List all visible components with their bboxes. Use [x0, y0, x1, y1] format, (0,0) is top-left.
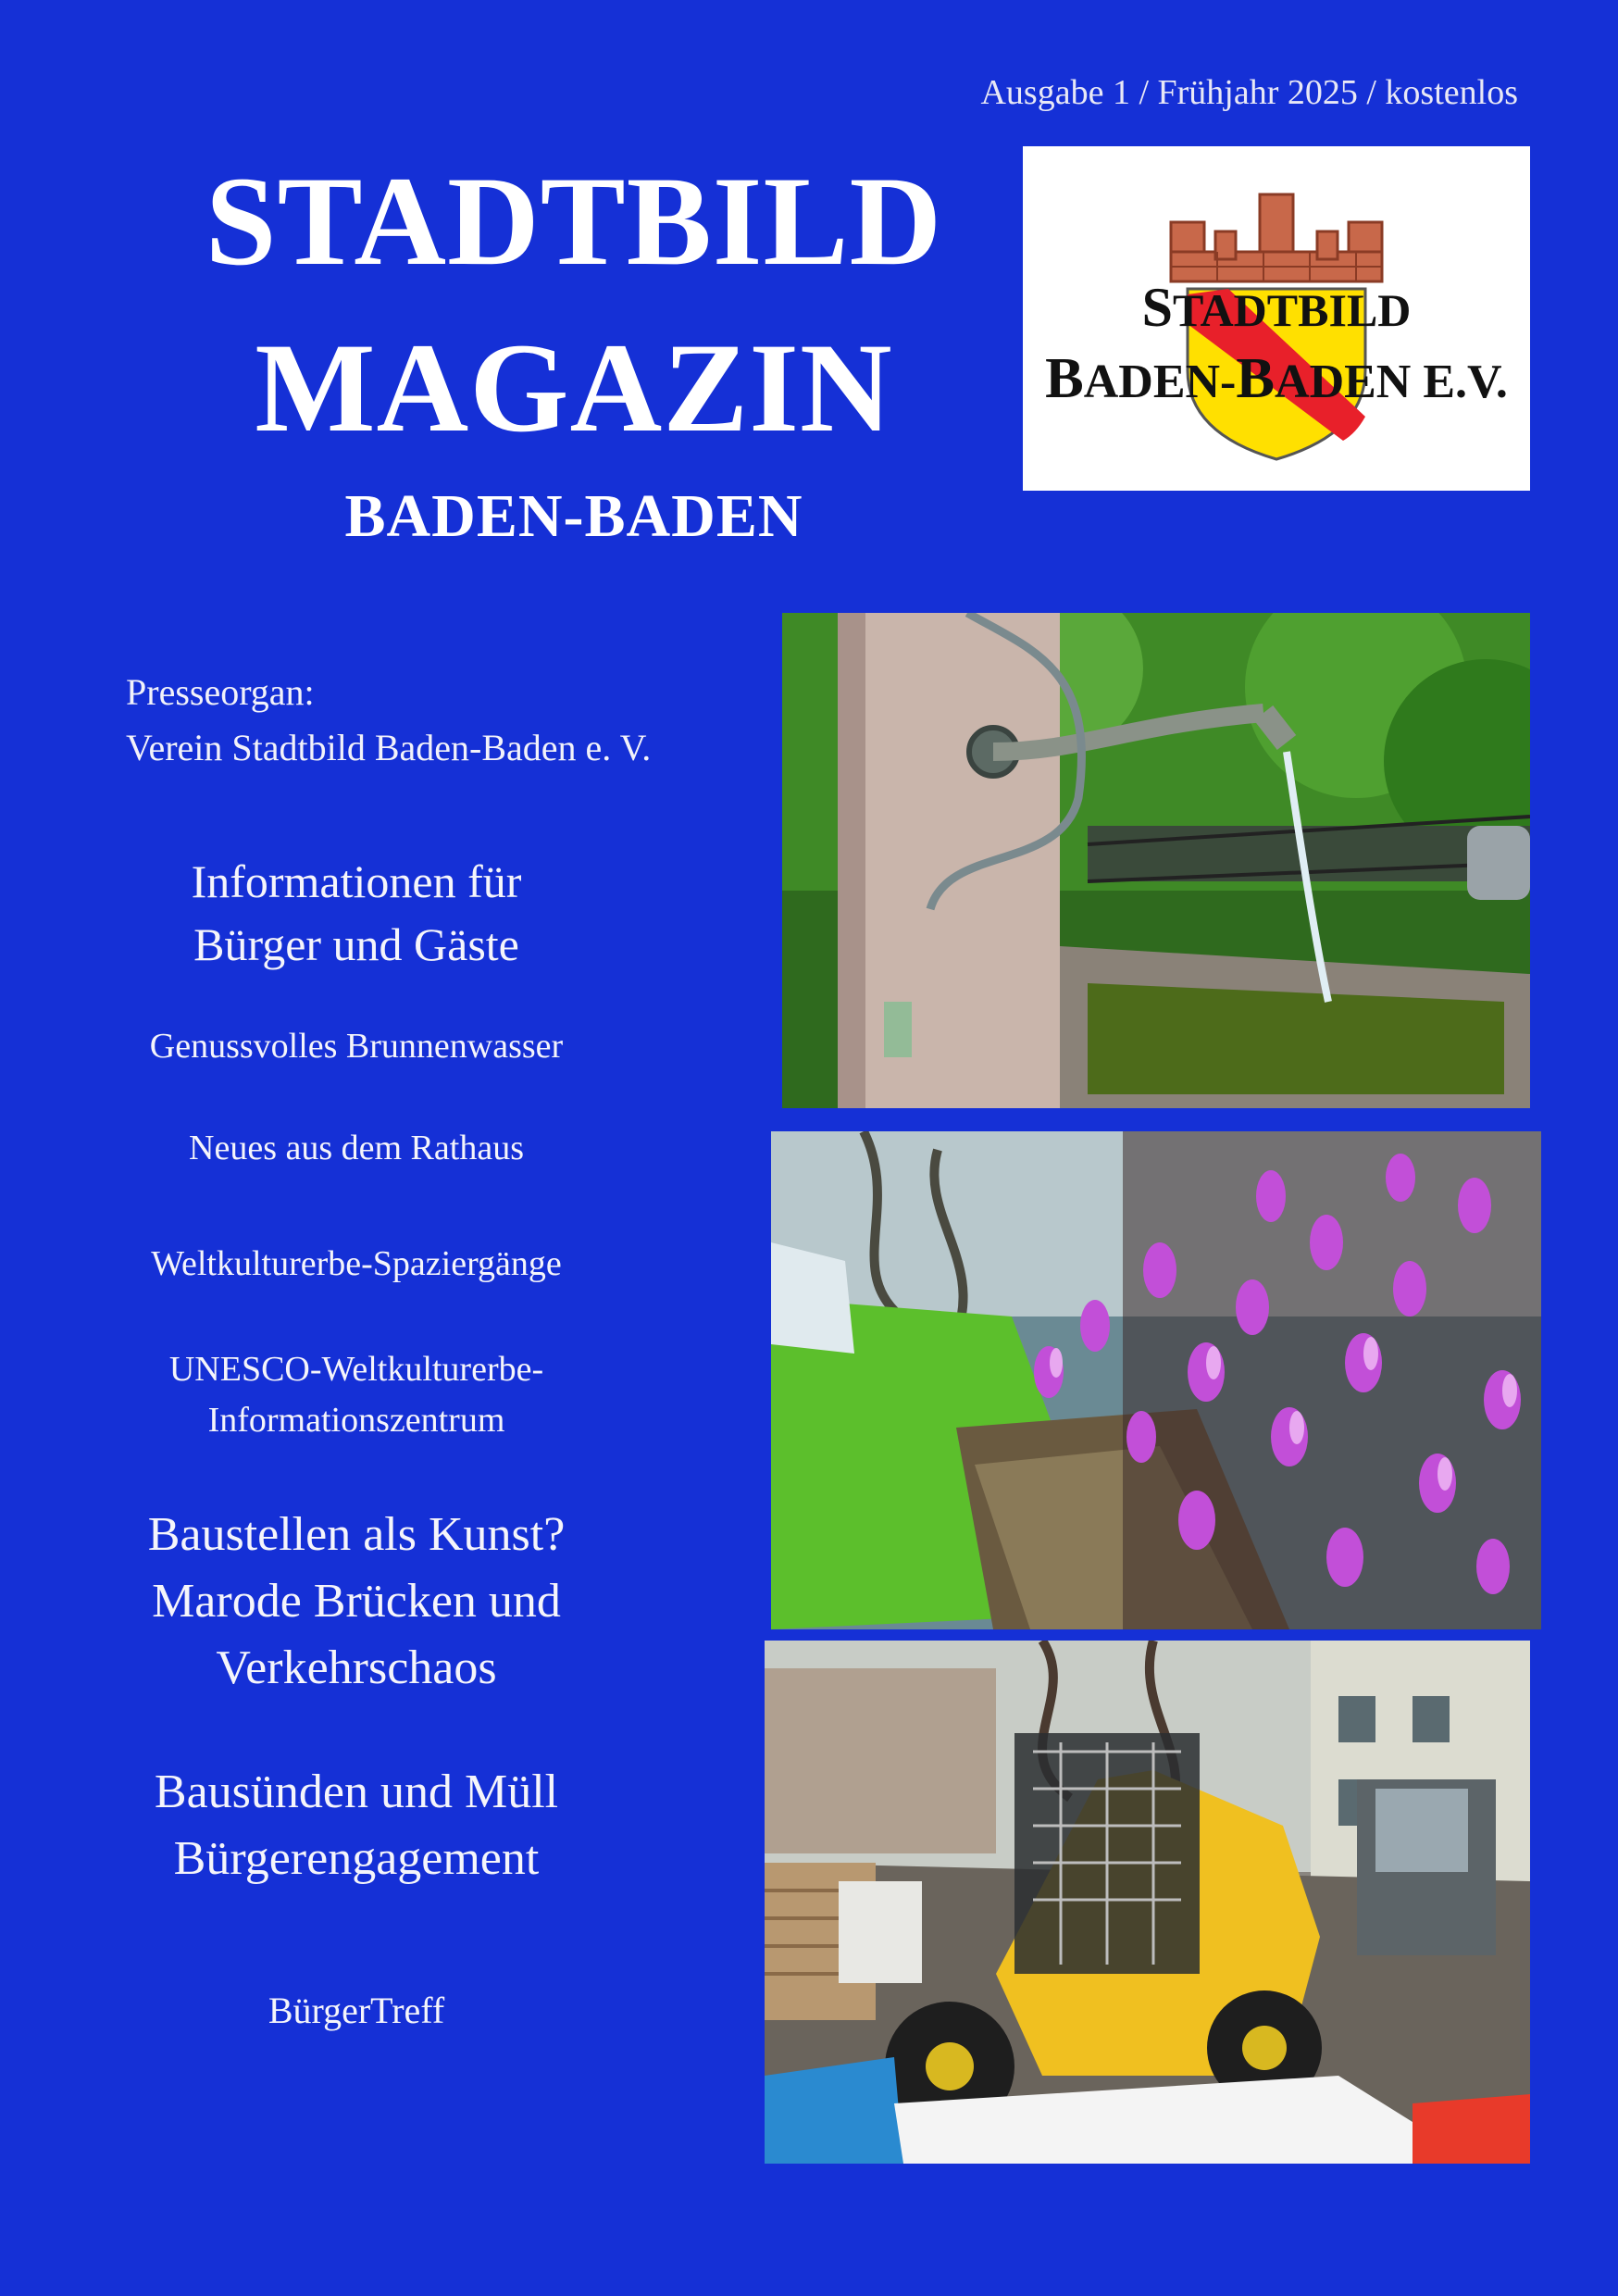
fountain-photo	[782, 613, 1530, 1108]
contents-item-construction: Baustellen als Kunst? Marode Brücken und Verkehrschaos	[147, 1508, 566, 1694]
association-logo	[1023, 146, 1530, 491]
magazine-title-line2: MAGAZIN	[255, 317, 893, 458]
contents-item-buergertreff: BürgerTreff	[268, 1990, 445, 2031]
magazine-title-line1: STADTBILD	[205, 150, 943, 292]
press-label: Presseorgan:	[126, 671, 315, 713]
contents-item-fountain: Genussvolles Brunnenwasser	[149, 1027, 564, 1066]
magazine-subtitle: BADEN-BADEN	[344, 482, 803, 550]
press-organ-note	[126, 665, 651, 776]
logo-text-line2: BADEN-BADEN E.V.	[1045, 346, 1508, 410]
logo-text-line1: STADTBILD	[1141, 277, 1412, 338]
contents-item-walks: Weltkulturerbe-Spaziergänge	[151, 1244, 562, 1283]
contents-item-engagement: Bausünden und Müll Bürgerengagement	[154, 1766, 559, 1885]
contents-item-unesco: UNESCO-Weltkulturerbe- Informationszentrum	[168, 1350, 544, 1440]
magnolia-blossom-photo	[771, 1131, 1541, 1629]
contents-item-cityhall: Neues aus dem Rathaus	[189, 1129, 524, 1167]
issue-line: Ausgabe 1 / Frühjahr 2025 / kostenlos	[980, 73, 1518, 112]
contents-item-info: Informationen für Bürger und Gäste	[191, 855, 522, 970]
press-publisher: Verein Stadtbild Baden-Baden e. V.	[126, 727, 652, 768]
construction-site-photo	[765, 1641, 1530, 2164]
